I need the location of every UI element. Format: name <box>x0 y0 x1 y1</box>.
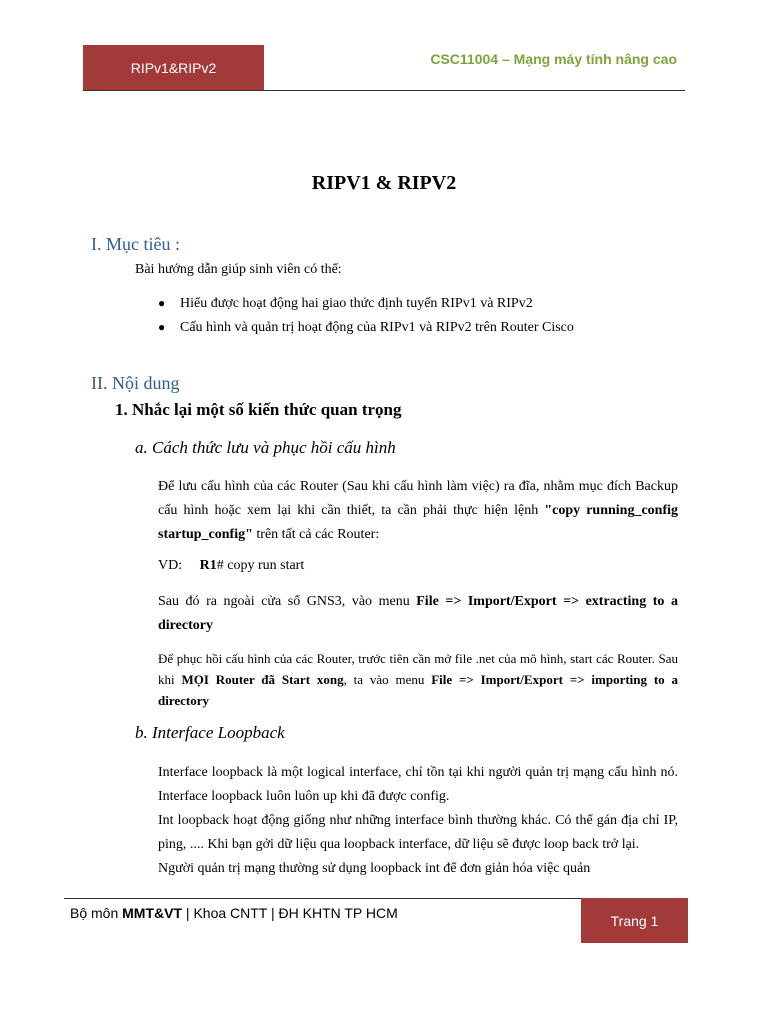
section-2-heading: II. Nội dung <box>91 373 180 393</box>
subsection-a-heading: a. Cách thức lưu và phục hồi cấu hình <box>135 438 396 457</box>
subsection-1-heading: 1. Nhắc lại một số kiến thức quan trọng <box>115 400 402 419</box>
bullet-dot-icon: ● <box>158 296 166 310</box>
paragraph-loopback: Interface loopback là một logical interface, chỉ tồn tại khi người quản trị mạng cấu hình nó. Interface loopback luôn luôn up khi đã được config. Int loopback hoạt động giống như những interface bình thường khác. Có thể gán địa chỉ IP, ping, .... Khi bạn gởi dữ liệu qua loopback interface, dữ liệu sẽ được loop back trở lại. Người quản trị mạng thường sử dụng loopback int để đơn giản hóa việc quản <box>158 765 678 876</box>
page-number: Trang 1 <box>581 898 688 943</box>
header-divider <box>83 90 685 91</box>
page-title: RIPV1 & RIPV2 <box>311 172 457 194</box>
paragraph-restore-config: Để phục hồi cấu hình của các Router, trước tiên cần mở file .net của mô hình, start các Router. Sau khi MỌI Router đã Start xong, ta vào menu File => Import/Export => importing to a directory <box>158 651 678 708</box>
bullet-dot-icon: ● <box>158 320 166 334</box>
subsection-b-heading: b. Interface Loopback <box>135 723 285 742</box>
example-command: VD: R1# copy run start <box>158 558 305 573</box>
course-title: CSC11004 – Mạng máy tính nâng cao <box>430 51 677 67</box>
paragraph-save-config: Để lưu cấu hình của các Router (Sau khi cấu hình làm việc) ra đĩa, nhằm mục đích Backup cấu hình hoặc xem lại khi cần thiết, ta cần phải thực hiện lệnh "copy running_config startup_config" trên tất cả các Router: <box>158 479 679 542</box>
section-1-heading: I. Mục tiêu : <box>91 234 180 254</box>
paragraph-export: Sau đó ra ngoài cửa sổ GNS3, vào menu File => Import/Export => extracting to a directory <box>158 594 678 633</box>
section-1-intro: Bài hướng dẫn giúp sinh viên có thể: <box>135 262 342 277</box>
footer-department: Bộ môn MMT&VT | Khoa CNTT | ĐH KHTN TP HCM <box>70 905 398 921</box>
header-tag: RIPv1&RIPv2 <box>83 45 264 90</box>
